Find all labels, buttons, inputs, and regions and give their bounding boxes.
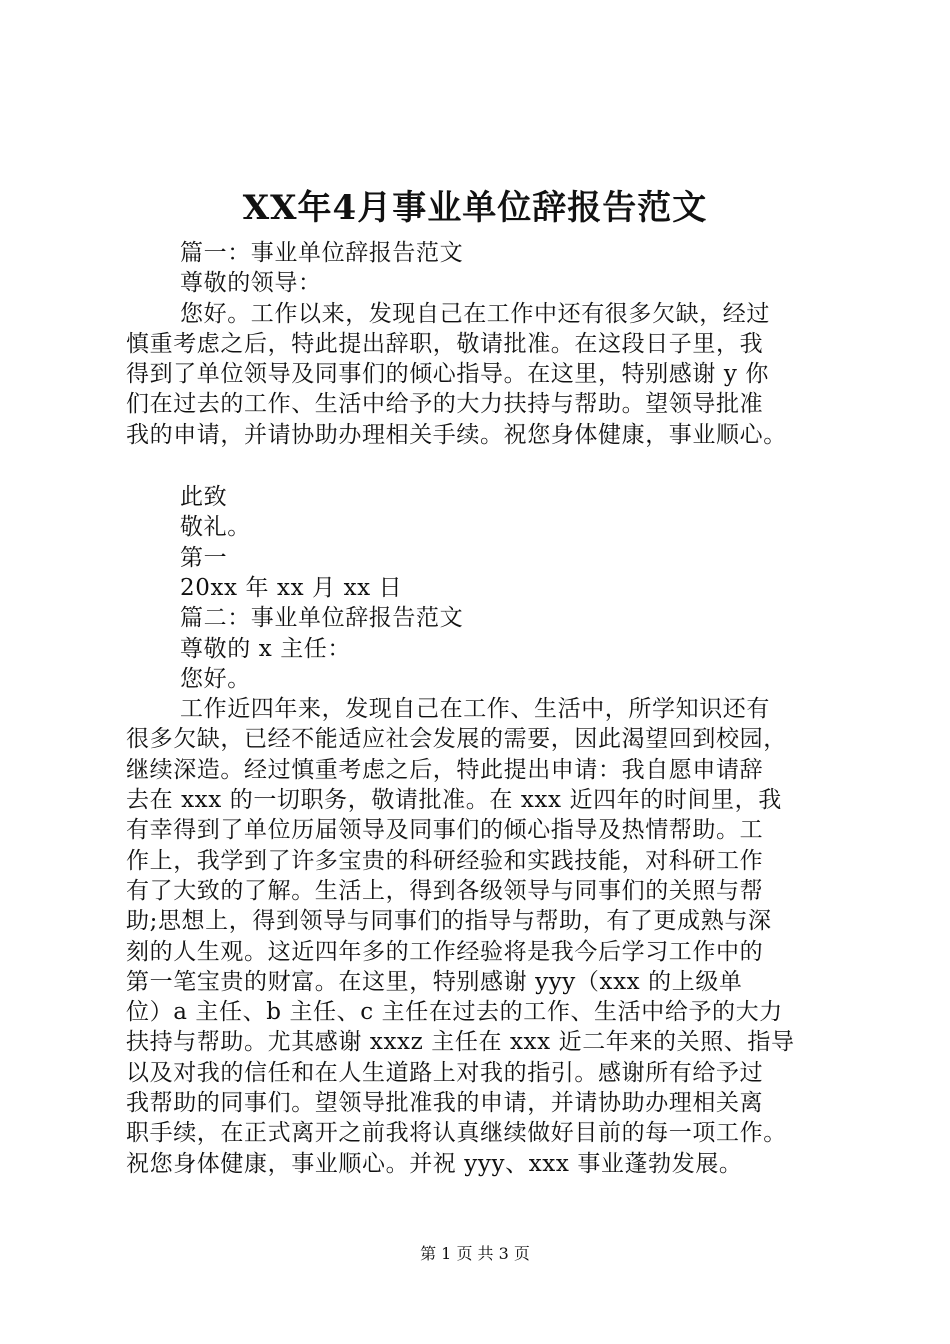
- paragraph-line: 我帮助的同事们。望领导批准我的申请，并请协助办理相关离: [126, 1090, 764, 1117]
- paragraph-line: 扶持与帮助。尤其感谢 xxxz 主任在 xxx 近二年来的关照、指导: [126, 1029, 795, 1056]
- salutation: 尊敬的 x 主任：: [180, 635, 351, 662]
- paragraph-line: 很多欠缺，已经不能适应社会发展的需要，因此渴望回到校园，: [126, 726, 787, 753]
- paragraph-line: 得到了单位领导及同事们的倾心指导。在这里，特别感谢 y 你: [126, 361, 770, 388]
- paragraph-line: 作上，我学到了许多宝贵的科研经验和实践技能，对科研工作: [126, 847, 764, 874]
- paragraph-line: 您好。工作以来，发现自己在工作中还有很多欠缺，经过: [180, 300, 770, 327]
- signature-line: 第一: [180, 544, 228, 571]
- paragraph-line: 工作近四年来，发现自己在工作、生活中，所学知识还有: [180, 696, 770, 723]
- document-title: XX年4月事业单位辞报告范文: [242, 188, 708, 228]
- section-heading-2: 篇二：事业单位辞报告范文: [180, 605, 464, 632]
- blank-line: [126, 450, 846, 482]
- closing-line: 此致: [180, 484, 228, 511]
- paragraph-line: 有了大致的了解。生活上，得到各级领导与同事们的关照与帮: [126, 877, 764, 904]
- section-heading-1: 篇一：事业单位辞报告范文: [180, 240, 464, 266]
- paragraph-line: 去在 xxx 的一切职务，敬请批准。在 xxx 近四年的时间里，我: [126, 787, 782, 814]
- paragraph-line: 以及对我的信任和在人生道路上对我的指引。感谢所有给予过: [126, 1059, 764, 1086]
- paragraph-line: 职手续，在正式离开之前我将认真继续做好目前的每一项工作。: [126, 1120, 787, 1147]
- paragraph-line: 有幸得到了单位历届领导及同事们的倾心指导及热情帮助。工: [126, 817, 764, 844]
- paragraph-line: 继续深造。经过慎重考虑之后，特此提出申请：我自愿申请辞: [126, 756, 764, 783]
- paragraph-line: 祝您身体健康，事业顺心。并祝 yyy、xxx 事业蓬勃发展。: [126, 1150, 743, 1177]
- salutation: 尊敬的领导：: [180, 270, 322, 297]
- paragraph-line: 第一笔宝贵的财富。在这里，特别感谢 yyy（xxx 的上级单: [126, 968, 743, 995]
- paragraph-line: 位）a 主任、b 主任、c 主任在过去的工作、生活中给予的大力: [126, 999, 783, 1026]
- paragraph-line: 慎重考虑之后，特此提出辞职，敬请批准。在这段日子里，我: [126, 330, 764, 357]
- date-line: 20xx 年 xx 月 xx 日: [180, 574, 403, 601]
- closing-line: 敬礼。: [180, 514, 251, 541]
- paragraph-line: 助;思想上，得到领导与同事们的指导与帮助，有了更成熟与深: [126, 908, 772, 935]
- paragraph-line: 们在过去的工作、生活中给予的大力扶持与帮助。望领导批准: [126, 391, 764, 418]
- greeting-line: 您好。: [180, 665, 251, 692]
- paragraph-line: 刻的人生观。这近四年多的工作经验将是我今后学习工作中的: [126, 938, 764, 965]
- paragraph-line: 我的申请，并请协助办理相关手续。祝您身体健康，事业顺心。: [126, 421, 787, 448]
- document-body: [126, 238, 846, 1179]
- page-number-footer: 第 1 页 共 3 页: [420, 1244, 530, 1263]
